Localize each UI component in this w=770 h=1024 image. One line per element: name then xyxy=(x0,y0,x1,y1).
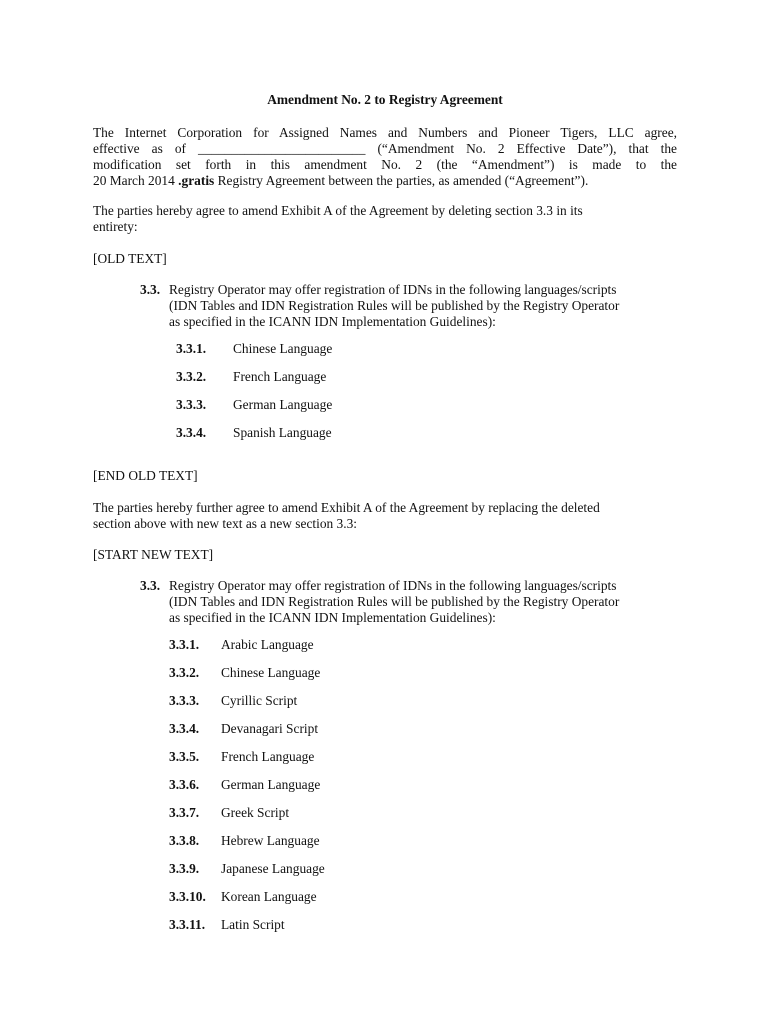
list-item-label: Hebrew Language xyxy=(221,833,320,848)
list-item-label: French Language xyxy=(221,749,315,764)
list-item-number: 3.3.1. xyxy=(176,341,207,356)
list-item-number: 3.3.3. xyxy=(169,693,200,708)
new-text-start-marker: [START NEW TEXT] xyxy=(93,547,214,562)
list-item-number: 3.3.6. xyxy=(169,777,200,792)
list-item-label: German Language xyxy=(233,397,333,412)
list-item-number: 3.3.8. xyxy=(169,833,200,848)
list-item-label: Spanish Language xyxy=(233,425,332,440)
list-item xyxy=(169,861,325,877)
list-item-number: 3.3.4. xyxy=(169,721,200,736)
list-item-label: Chinese Language xyxy=(221,665,321,680)
list-item xyxy=(169,665,320,681)
list-item-number: 3.3.2. xyxy=(169,665,200,680)
list-item-label: Arabic Language xyxy=(221,637,314,652)
list-item-label: Cyrillic Script xyxy=(221,693,298,708)
intro-line-4 xyxy=(93,173,677,189)
new-section-number: 3.3. xyxy=(140,578,161,593)
list-item xyxy=(176,341,332,357)
list-item-label: German Language xyxy=(221,777,321,792)
list-item-number: 3.3.3. xyxy=(176,397,207,412)
old-section-body xyxy=(169,282,679,330)
list-item-number: 3.3.11. xyxy=(169,917,206,932)
list-item-label: Greek Script xyxy=(221,805,290,820)
replace-paragraph xyxy=(93,500,677,532)
old-section-line-3: as specified in the ICANN IDN Implementation Guidelines): xyxy=(169,314,496,329)
list-item xyxy=(169,777,320,793)
replace-line-1: The parties hereby further agree to amend Exhibit A of the Agreement by replacing the deleted xyxy=(93,500,600,515)
old-section-number: 3.3. xyxy=(140,282,161,297)
new-section-body xyxy=(169,578,679,626)
list-item xyxy=(176,369,326,385)
list-item-label: Devanagari Script xyxy=(221,721,319,736)
new-section-line-1: Registry Operator may offer registration of IDNs in the following languages/scripts xyxy=(169,578,617,593)
list-item-number: 3.3.10. xyxy=(169,889,206,904)
list-item-label: Korean Language xyxy=(221,889,317,904)
list-item-number: 3.3.5. xyxy=(169,749,200,764)
replace-line-2: section above with new text as a new section 3.3: xyxy=(93,516,358,531)
old-text-end-marker: [END OLD TEXT] xyxy=(93,468,198,483)
tld-name: .gratis xyxy=(178,173,215,188)
list-item-number: 3.3.4. xyxy=(176,425,207,440)
delete-line-1: The parties hereby agree to amend Exhibit A of the Agreement by deleting section 3.3 in its xyxy=(93,203,583,218)
new-section-line-3: as specified in the ICANN IDN Implementation Guidelines): xyxy=(169,610,496,625)
intro-line-3: modification set forth in this amendment No. 2 (the “Amendment”) is made to the xyxy=(93,157,677,172)
list-item-number: 3.3.7. xyxy=(169,805,200,820)
list-item xyxy=(169,805,289,821)
list-item xyxy=(169,693,297,709)
old-section-line-1: Registry Operator may offer registration of IDNs in the following languages/scripts xyxy=(169,282,617,297)
delete-line-2: entirety: xyxy=(93,219,138,234)
old-text-start-marker: [OLD TEXT] xyxy=(93,251,167,266)
list-item xyxy=(169,917,285,933)
old-section-line-2: (IDN Tables and IDN Registration Rules will be published by the Registry Operator xyxy=(169,298,620,313)
list-item xyxy=(169,889,317,905)
list-item-label: Chinese Language xyxy=(233,341,333,356)
intro-line-1: The Internet Corporation for Assigned Names and Numbers and Pioneer Tigers, LLC agree, xyxy=(93,125,677,140)
intro-line-2: effective as of _________________________ (“Amendment No. 2 Effective Date”), that the xyxy=(93,141,677,156)
list-item xyxy=(169,833,320,849)
document-title: Amendment No. 2 to Registry Agreement xyxy=(267,92,503,107)
delete-paragraph xyxy=(93,203,677,235)
list-item-label: French Language xyxy=(233,369,327,384)
list-item-number: 3.3.2. xyxy=(176,369,207,384)
list-item xyxy=(176,397,332,413)
list-item xyxy=(176,425,332,441)
list-item-label: Latin Script xyxy=(221,917,285,932)
intro-paragraph xyxy=(93,125,677,189)
list-item xyxy=(169,721,318,737)
list-item-number: 3.3.9. xyxy=(169,861,200,876)
intro-line-4-date: 20 March 2014 xyxy=(93,173,179,188)
intro-line-4-rest: Registry Agreement between the parties, as amended (“Agreement”). xyxy=(214,173,589,188)
list-item xyxy=(169,749,314,765)
list-item xyxy=(169,637,314,653)
list-item-label: Japanese Language xyxy=(221,861,325,876)
new-section-line-2: (IDN Tables and IDN Registration Rules will be published by the Registry Operator xyxy=(169,594,620,609)
list-item-number: 3.3.1. xyxy=(169,637,200,652)
